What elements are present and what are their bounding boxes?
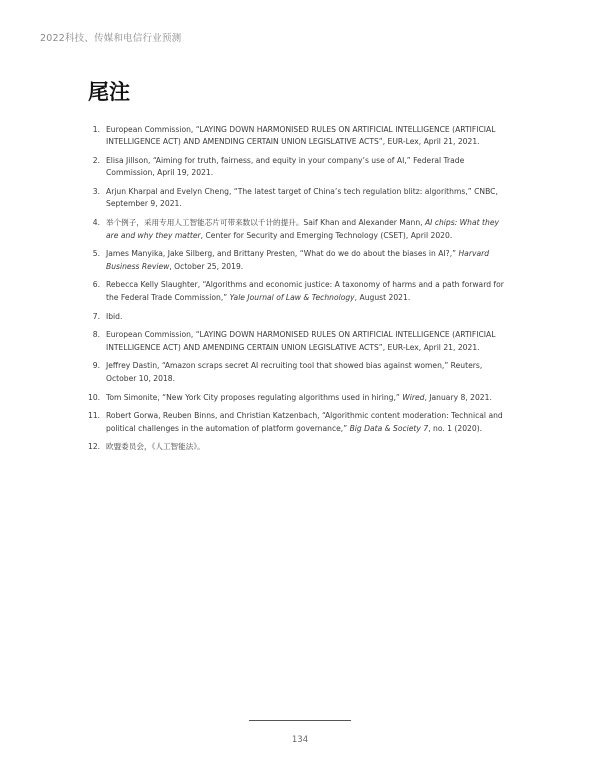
endnote-text-run: , no. 1 (2020). (428, 423, 483, 433)
endnote-number: 2. (92, 156, 100, 166)
endnote-text-run: European Commission, “LAYING DOWN HARMONISED RULES ON ARTIFICIAL INTELLIGENCE (ARTIFICIAL INTELLIGENCE ACT) AND AMENDING CERTAIN UNION LEGISLATIVE ACTS”, EUR-Lex, April 21, 2021. (106, 330, 496, 352)
endnote-item (88, 441, 512, 453)
endnote-item (88, 392, 512, 404)
endnote-number: 6. (92, 280, 100, 290)
endnote-number: 5. (92, 249, 100, 259)
endnote-number: 9. (92, 361, 100, 371)
endnote-italic-run: 7 (423, 423, 429, 433)
endnote-item (88, 124, 512, 149)
endnote-text (106, 411, 503, 432)
endnote-text-run: 欧盟委员会，《人工智能法》。 (106, 442, 205, 452)
endnote-item (88, 360, 512, 385)
endnote-italic-run: AI chips: What they are and why they matter (106, 218, 499, 240)
endnote-number: 1. (92, 125, 100, 134)
endnote-text-run: 举个例子，采用专用人工智能芯片可带来数以千计的提升。Saif Khan and Alexander Mann, (106, 218, 425, 228)
endnote-text (106, 442, 205, 451)
endnote-number: 4. (92, 218, 100, 228)
running-header: 2022科技、传媒和电信行业预测 (40, 33, 182, 44)
endnote-text (106, 156, 464, 177)
endnote-text (106, 125, 495, 146)
endnote-number: 12. (88, 442, 101, 452)
endnote-text-run: , Center for Security and Emerging Technology (CSET), April 2020. (200, 230, 453, 240)
endnote-text-run: , October 25, 2019. (169, 261, 244, 271)
endnote-italic-run: Yale Journal of Law & Technology (229, 292, 355, 302)
endnote-item (88, 410, 512, 435)
endnote-text-run: Tom Simonite, “New York City proposes regulating algorithms used in hiring,” (106, 392, 403, 402)
endnote-number: 8. (92, 330, 100, 340)
page-number: 134 (291, 735, 309, 745)
endnote-text (106, 218, 499, 239)
endnote-text-run: Arjun Kharpal and Evelyn Cheng, “The latest target of China’s tech regulation blitz: algorithms,” CNBC, September 9, 2021. (106, 187, 498, 209)
endnote-text-run: Elisa Jillson, “Aiming for truth, fairness, and equity in your company’s use of AI,” Federal Trade Commission, April 19, 2021. (106, 156, 465, 178)
endnote-italic-run: Big Data & Society (349, 423, 421, 433)
page-title: 尾注 (88, 80, 130, 104)
endnote-number: 11. (88, 411, 101, 421)
endnote-text-run: , August 2021. (354, 292, 411, 302)
endnote-text (106, 361, 482, 382)
endnote-text-run: James Manyika, Jake Silberg, and Brittany Presten, “What do we do about the biases in AI?,” (106, 249, 459, 259)
endnote-item (88, 186, 512, 211)
endnote-number: 7. (92, 311, 100, 321)
endnote-item (88, 311, 512, 323)
endnote-text (106, 312, 122, 321)
endnote-text-run: Ibid. (106, 311, 123, 321)
endnotes-list (88, 124, 512, 460)
endnote-text (106, 330, 495, 351)
endnote-text-run: , January 8, 2021. (424, 392, 492, 402)
endnote-item (88, 155, 512, 180)
endnote-text (106, 280, 504, 301)
endnote-text (106, 249, 489, 270)
endnote-item (88, 329, 512, 354)
endnote-italic-run: Wired (402, 392, 425, 402)
endnote-text (106, 393, 492, 402)
endnote-item (88, 248, 512, 273)
endnote-text-run: European Commission, “LAYING DOWN HARMONISED RULES ON ARTIFICIAL INTELLIGENCE (ARTIFICIAL INTELLIGENCE ACT) AND AMENDING CERTAIN UNION LEGISLATIVE ACTS”, EUR-Lex, April 21, 2021. (106, 125, 496, 147)
endnote-item (88, 217, 512, 242)
endnote-text-run: Robert Gorwa, Reuben Binns, and Christian Katzenbach, “Algorithmic content moderation: Technical and political challenges in the automation of platform governance,” (106, 411, 503, 433)
endnote-item (88, 279, 512, 304)
endnote-italic-run: Harvard Business Review (106, 249, 490, 271)
endnote-number: 10. (88, 392, 101, 402)
endnote-text-run: Jeffrey Dastin, “Amazon scraps secret AI recruiting tool that showed bias against women,” Reuters, October 10, 2018. (106, 361, 483, 383)
endnote-number: 3. (92, 187, 100, 197)
footer-divider (249, 720, 351, 721)
endnote-text (106, 187, 498, 208)
endnote-text-run: Rebecca Kelly Slaughter, “Algorithms and economic justice: A taxonomy of harms and a path forward for the Federal Trade Commission,” (106, 280, 504, 302)
